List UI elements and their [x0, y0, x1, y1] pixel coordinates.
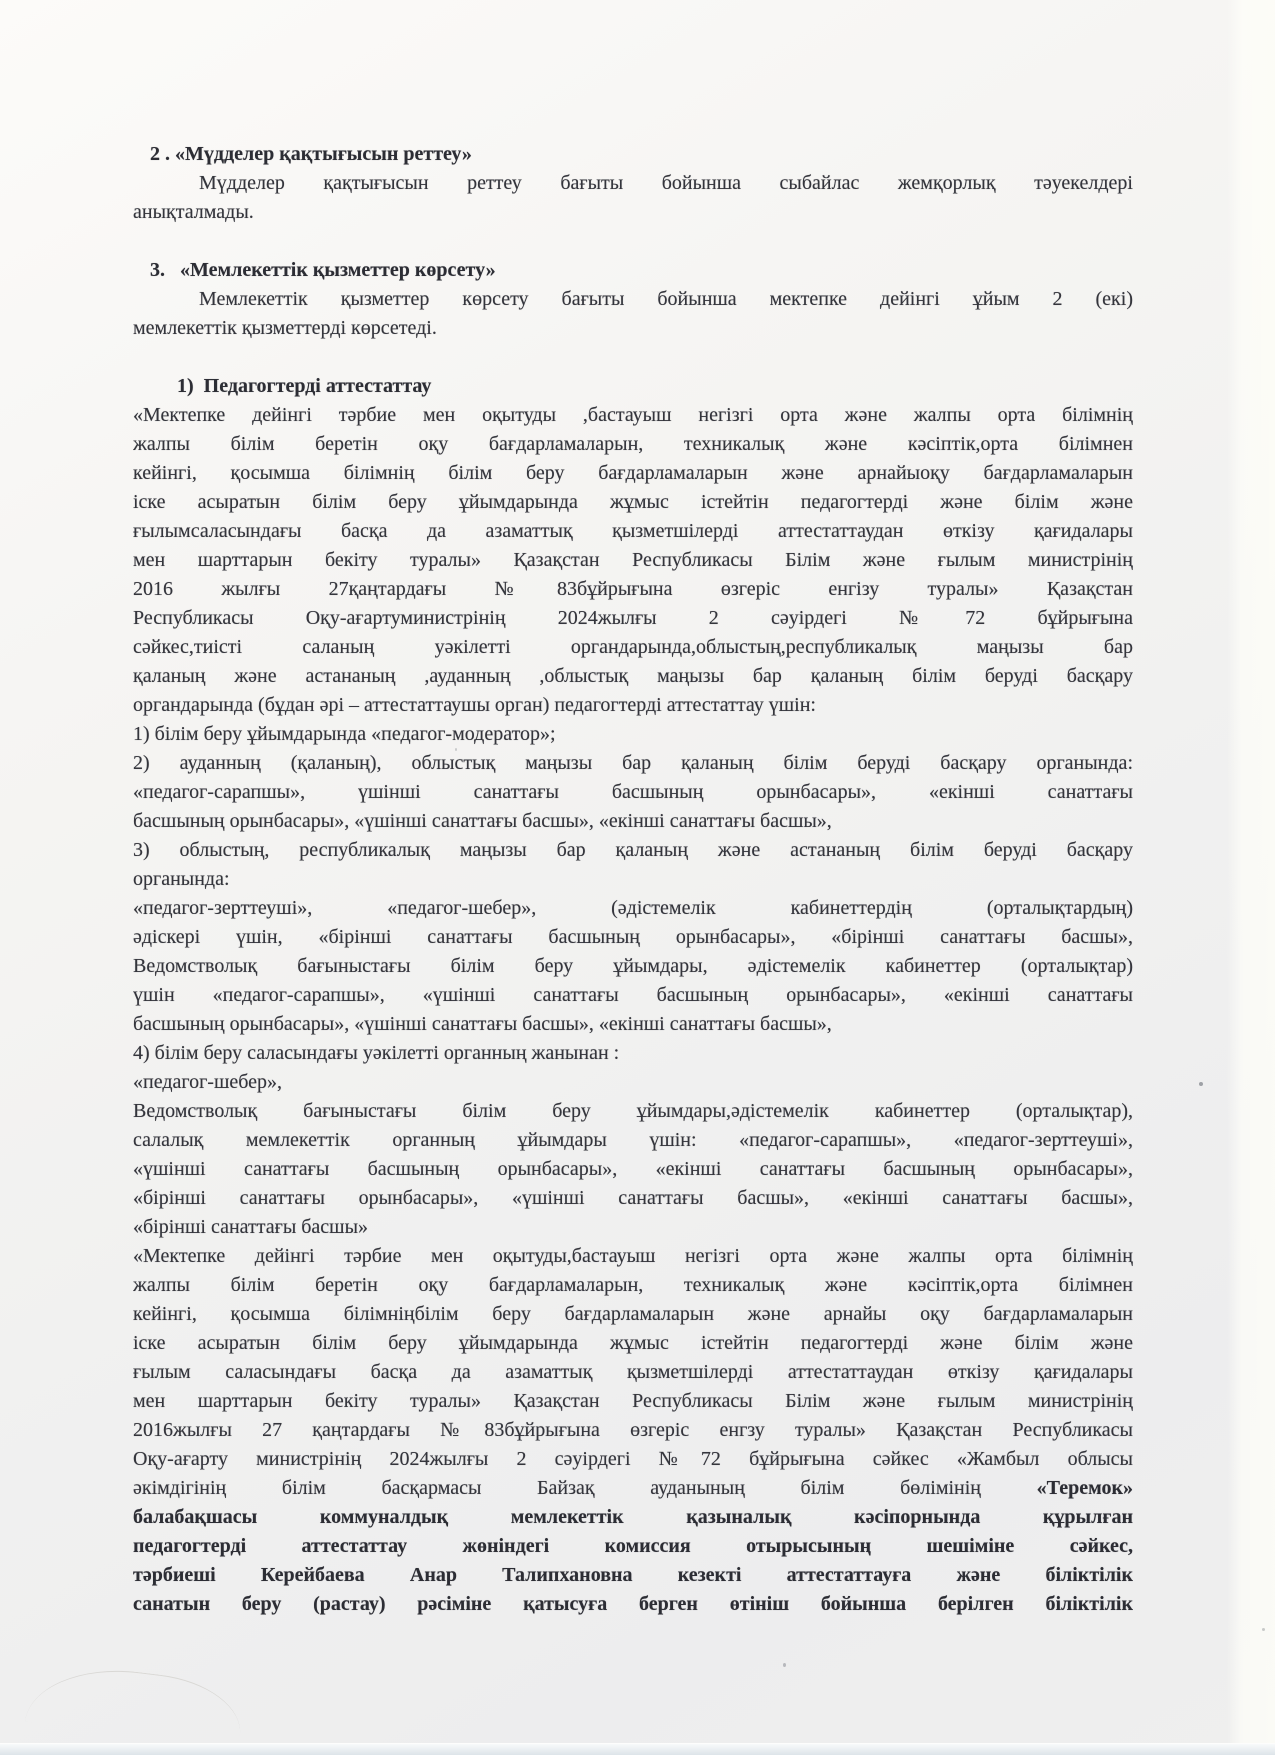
text-line: [133, 1503, 1133, 1532]
scan-speckle: [1262, 1628, 1265, 1631]
text-line: [133, 952, 1133, 981]
text-line: [133, 488, 1133, 517]
text-run: Мүдделер қақтығысын реттеу бағыты бойынша сыбайлас жемқорлық тәуекелдері: [199, 172, 1133, 194]
text-line: [133, 604, 1133, 633]
text-line: [133, 169, 1133, 198]
text-run: іске асыратын білім беру ұйымдарында жұмыс істейтін педагогтерді және білім және: [133, 491, 1133, 513]
section-teacher-attestation: [133, 372, 1133, 1619]
text-run: салалық мемлекеттік органның ұйымдары үшін: «педагог-сарапшы», «педагог-зерттеуші»,: [133, 1129, 1133, 1151]
text-run: басшының орынбасары», «үшінші санаттағы басшы», «екінші санаттағы басшы»,: [133, 1013, 832, 1035]
text-line: [133, 1416, 1133, 1445]
text-run: басшының орынбасары», «үшінші санаттағы басшы», «екінші санаттағы басшы»,: [133, 810, 832, 832]
text-run: «үшінші санаттағы басшының орынбасары», «екінші санаттағы басшының орынбасары»,: [133, 1158, 1133, 1180]
text-run: балабақшасы коммуналдық мемлекеттік қазыналық кәсіпорнында құрылған: [133, 1506, 1133, 1528]
text-run: ғылымсаласындағы басқа да азаматтық қызметшілерді аттестаттаудан өткізу қағидалары: [133, 520, 1133, 542]
scan-speckle: [455, 748, 457, 751]
text-line: [133, 372, 1133, 401]
text-line: [133, 546, 1133, 575]
text-run: «Теремок»: [1036, 1477, 1133, 1499]
text-run: мен шарттарын бекіту туралы» Қазақстан Республикасы Білім және ғылым министрінің: [133, 549, 1133, 571]
text-run: санатын беру (растау) рәсіміне қатысуға берген өтініш бойынша берілген біліктілік: [133, 1593, 1133, 1615]
text-line: [133, 1590, 1133, 1619]
text-run: 3. «Мемлекеттік қызметтер көрсету»: [150, 259, 496, 281]
scanner-edge: [0, 1743, 1275, 1755]
text-line: [133, 1039, 1133, 1068]
text-run: Республикасы Оқу-ағартуминистрінің 2024жылғы 2 сәуірдегі №72 бұйрығына: [133, 607, 1133, 629]
text-run: «педагог-шебер»,: [133, 1071, 283, 1093]
text-run: жалпы білім беретін оқу бағдарламаларын, техникалық және кәсіптік,орта білімнен: [133, 1274, 1133, 1296]
text-run: Мемлекеттік қызметтер көрсету бағыты бойынша мектепке дейінгі ұйым 2 (екі): [199, 288, 1133, 310]
text-line: [133, 836, 1133, 865]
text-line: [133, 691, 1133, 720]
paper-crease: [25, 1659, 246, 1748]
text-run: 1) Педагогтерді аттестаттау: [177, 375, 432, 397]
text-line: [133, 256, 1133, 285]
text-line: [133, 1242, 1133, 1271]
text-line: [133, 517, 1133, 546]
text-run: «педагог-сарапшы», үшінші санаттағы басшының орынбасары», «екінші санаттағы: [133, 781, 1133, 803]
section-conflict-of-interest: [133, 140, 1133, 227]
text-line: [133, 1300, 1133, 1329]
text-run: мемлекеттік қызметтерді көрсетеді.: [133, 317, 437, 339]
text-run: қаланың және астананың ,ауданның ,облыстық маңызы бар қаланың білім беруді басқару: [133, 665, 1133, 687]
text-line: [133, 575, 1133, 604]
scan-speckle: [783, 1663, 786, 1667]
text-run: Ведомстволық бағыныстағы білім беру ұйымдары, әдістемелік кабинеттер (орталықтар): [133, 955, 1133, 977]
text-run: 2016жылғы 27 қаңтардағы №83бұйрығына өзгеріс енгзу туралы» Қазақстан Республикасы: [133, 1419, 1133, 1441]
text-run: Ведомстволық бағыныстағы білім беру ұйымдары,әдістемелік кабинеттер (орталықтар),: [133, 1100, 1133, 1122]
text-run: 2) ауданның (қаланың), облыстық маңызы бар қаланың білім беруді басқару органында:: [133, 752, 1133, 774]
text-run: кейінгі, қосымша білімнің білім беру бағдарламаларын және арнайыоқу бағдарламаларын: [133, 462, 1133, 484]
document-text-block: [133, 140, 1133, 1619]
text-line: [133, 1068, 1133, 1097]
text-run: тәрбиеші Керейбаева Анар Талипхановна кезекті аттестаттауға және біліктілік: [133, 1564, 1133, 1586]
scan-right-edge-band: [1227, 0, 1275, 1755]
text-run: «Мектепке дейінгі тәрбие мен оқытуды,бастауыш негізгі орта және жалпы орта білімнің: [133, 1245, 1133, 1267]
text-line: [133, 981, 1133, 1010]
text-run: «Мектепке дейінгі тәрбие мен оқытуды ,бастауыш негізгі орта және жалпы орта білімнің: [133, 404, 1133, 426]
text-line: [133, 1097, 1133, 1126]
text-run: «бірінші санаттағы басшы»: [133, 1216, 369, 1238]
scan-speckle: [1199, 1082, 1203, 1086]
text-line: [133, 1126, 1133, 1155]
text-line: [133, 865, 1133, 894]
text-run: 2016 жылғы 27қаңтардағы №83бұйрығына өзгеріс енгізу туралы» Қазақстан: [133, 578, 1133, 600]
text-line: [133, 1561, 1133, 1590]
text-run: педагогтерді аттестаттау жөніндегі комиссия отырысының шешіміне сәйкес,: [133, 1535, 1133, 1557]
text-run: «педагог-зерттеуші», «педагог-шебер», (әдістемелік кабинеттердің (орталықтардың): [133, 897, 1133, 919]
text-line: [133, 314, 1133, 343]
text-run: органдарында (бұдан әрі – аттестаттаушы орган) педагогтерді аттестаттау үшін:: [133, 694, 816, 716]
text-line: [133, 1213, 1133, 1242]
text-line: [133, 1445, 1133, 1474]
text-line: [133, 1329, 1133, 1358]
text-run: Оқу-ағарту министрінің 2024жылғы 2 сәуірдегі №72 бұйрығына сәйкес «Жамбыл облысы: [133, 1448, 1133, 1470]
text-line: [133, 1184, 1133, 1213]
text-run: әдіскері үшін, «бірінші санаттағы басшының орынбасары», «бірінші санаттағы басшы»,: [133, 926, 1133, 948]
text-line: [133, 285, 1133, 314]
text-run: «бірінші санаттағы орынбасары», «үшінші санаттағы басшы», «екінші санаттағы басшы»,: [133, 1187, 1133, 1209]
text-run: іске асыратын білім беру ұйымдарында жұмыс істейтін педагогтерді және білім және: [133, 1332, 1133, 1354]
text-line: [133, 633, 1133, 662]
text-run: 1) білім беру ұйымдарында «педагог-модератор»;: [133, 723, 556, 745]
text-line: [133, 807, 1133, 836]
text-line: [133, 1474, 1133, 1503]
text-line: [133, 720, 1133, 749]
text-run: әкімдігінің білім басқармасы Байзақ ауданының білім бөлімінің: [133, 1477, 1037, 1499]
text-line: [133, 662, 1133, 691]
text-run: 3) облыстың, республикалық маңызы бар қаланың және астананың білім беруді басқару: [133, 839, 1133, 861]
text-line: [133, 1532, 1133, 1561]
text-line: [133, 401, 1133, 430]
text-run: 4) білім беру саласындағы уәкілетті органның жанынан :: [133, 1042, 620, 1064]
text-run: үшін «педагог-сарапшы», «үшінші санаттағы басшының орынбасары», «екінші санаттағы: [133, 984, 1133, 1006]
text-run: кейінгі, қосымша білімніңбілім беру бағдарламаларын және арнайы оқу бағдарламаларын: [133, 1303, 1133, 1325]
text-line: [133, 1358, 1133, 1387]
text-line: [133, 140, 1133, 169]
text-run: жалпы білім беретін оқу бағдарламаларын, техникалық және кәсіптік,орта білімнен: [133, 433, 1133, 455]
text-line: [133, 459, 1133, 488]
text-line: [133, 430, 1133, 459]
text-line: [133, 1271, 1133, 1300]
text-line: [133, 1387, 1133, 1416]
text-run: ғылым саласындағы басқа да азаматтық қызметшілерді аттестаттаудан өткізу қағидалары: [133, 1361, 1133, 1383]
text-line: [133, 923, 1133, 952]
text-run: сәйкес,тиісті саланың уәкілетті органдарында,облыстың,республикалық маңызы бар: [133, 636, 1133, 658]
text-run: 2 . «Мүдделер қақтығысын реттеу»: [150, 143, 472, 165]
text-line: [133, 749, 1133, 778]
text-line: [133, 894, 1133, 923]
section-state-services: [133, 256, 1133, 343]
text-line: [133, 1010, 1133, 1039]
text-line: [133, 778, 1133, 807]
text-run: органында:: [133, 868, 230, 890]
text-run: мен шарттарын бекіту туралы» Қазақстан Республикасы Білім және ғылым министрінің: [133, 1390, 1133, 1412]
text-line: [133, 198, 1133, 227]
text-line: [133, 1155, 1133, 1184]
text-run: анықталмады.: [133, 201, 254, 223]
